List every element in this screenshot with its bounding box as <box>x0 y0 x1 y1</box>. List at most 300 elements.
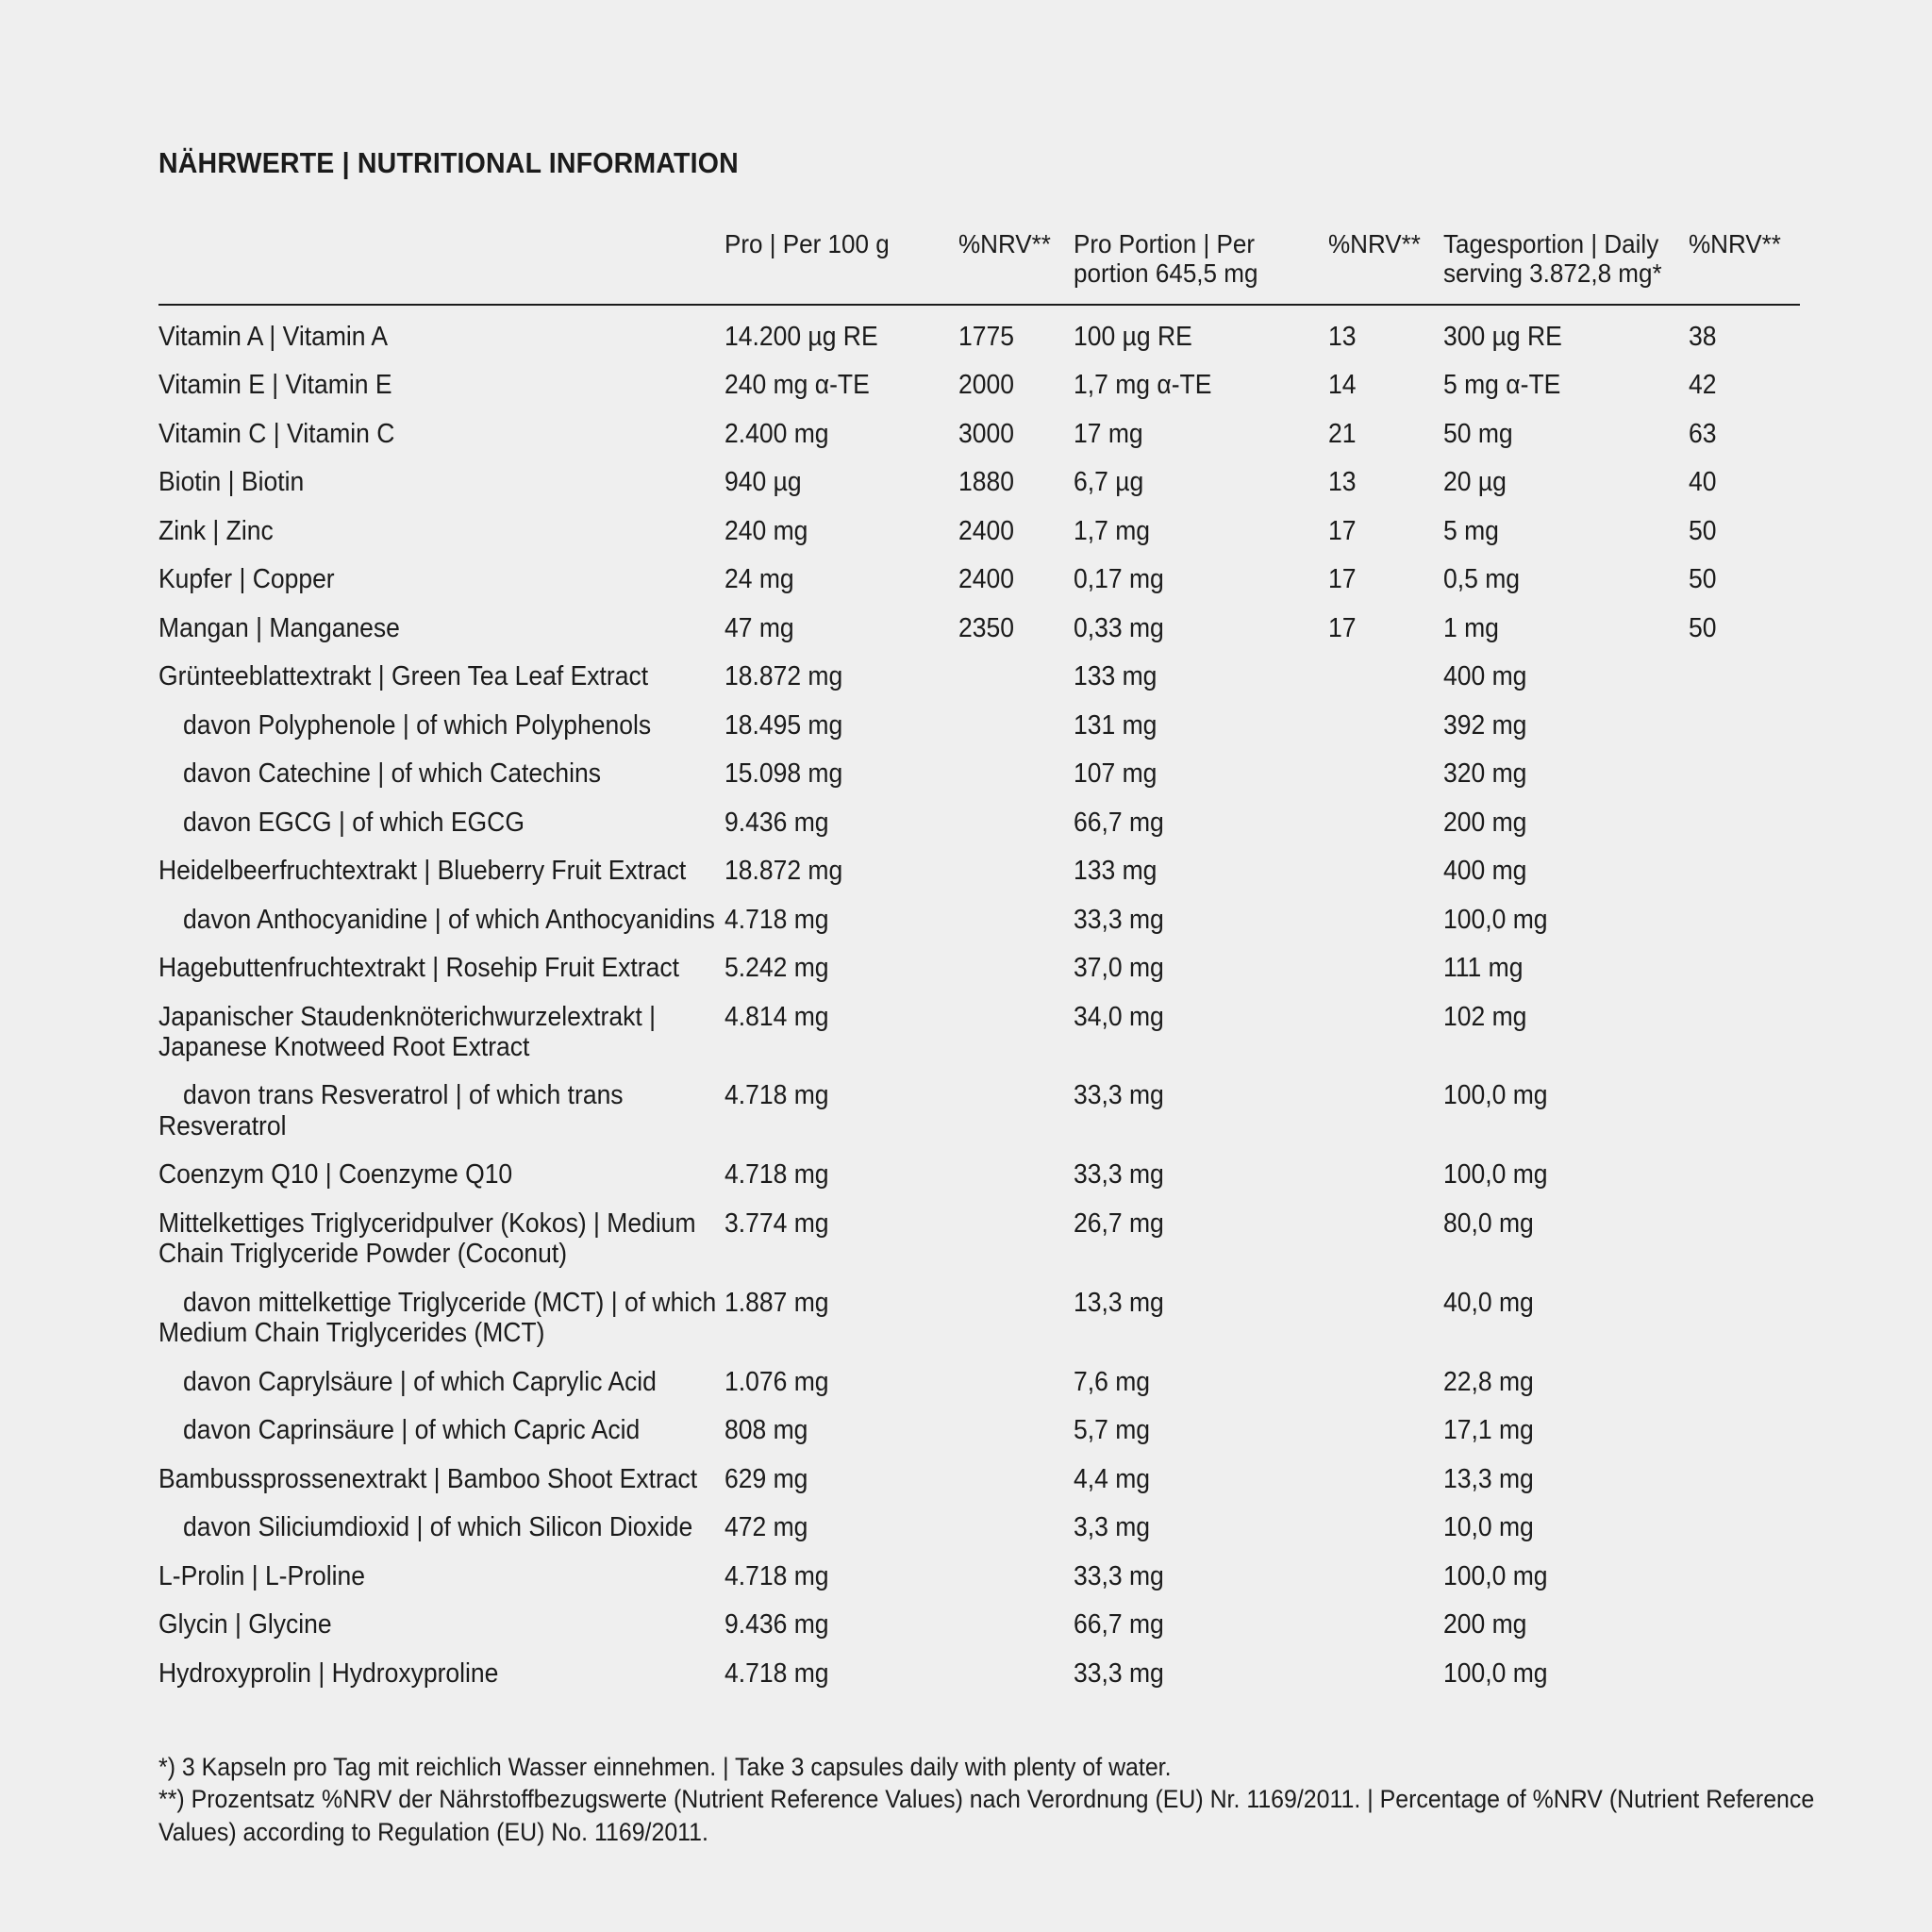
row-daily-serving <box>1443 847 1689 895</box>
row-nrv-daily-serving <box>1689 1072 1800 1151</box>
column-header-per-100g-label: Pro | Per 100 g <box>724 229 890 258</box>
table-body <box>158 305 1800 1698</box>
row-nutrient-name-label: Vitamin A | Vitamin A <box>158 321 389 352</box>
row-nrv-daily-serving <box>1689 895 1800 943</box>
row-nrv-per-100g <box>958 409 1074 458</box>
row-nrv-per-portion <box>1328 701 1443 749</box>
row-per-portion-label: 13,3 mg <box>1074 1287 1164 1318</box>
row-per-100g-label: 4.718 mg <box>724 904 829 935</box>
row-nrv-per-portion <box>1328 458 1443 507</box>
row-nrv-daily-serving <box>1689 1278 1800 1357</box>
table-row <box>158 1357 1800 1406</box>
row-nutrient-name <box>158 701 724 749</box>
row-nutrient-name <box>158 604 724 652</box>
row-nrv-per-portion-label: 14 <box>1328 370 1357 401</box>
row-per-100g-label: 14.200 µg RE <box>724 321 878 352</box>
row-per-100g <box>724 458 958 507</box>
row-nrv-daily-serving-label: 63 <box>1689 418 1717 449</box>
row-per-100g <box>724 992 958 1072</box>
row-daily-serving <box>1443 1455 1689 1503</box>
row-nrv-daily-serving <box>1689 1552 1800 1600</box>
row-per-100g <box>724 1199 958 1278</box>
column-header-per-portion-line1: Pro Portion | Per <box>1074 229 1256 258</box>
row-nrv-per-100g <box>958 1601 1074 1649</box>
row-nrv-daily-serving <box>1689 1455 1800 1503</box>
table-row <box>158 1151 1800 1199</box>
row-per-100g <box>724 409 958 458</box>
row-nutrient-name <box>158 1504 724 1552</box>
table-row <box>158 701 1800 749</box>
row-nrv-daily-serving <box>1689 701 1800 749</box>
row-daily-serving <box>1443 1199 1689 1278</box>
row-per-100g-label: 240 mg <box>724 515 808 546</box>
row-daily-serving <box>1443 1151 1689 1199</box>
row-nrv-daily-serving-label: 50 <box>1689 612 1717 643</box>
row-daily-serving <box>1443 507 1689 555</box>
row-per-100g-label: 4.718 mg <box>724 1657 829 1689</box>
row-nutrient-name-label: Bambussprossenextrakt | Bamboo Shoot Extract <box>158 1463 698 1494</box>
row-per-100g <box>724 798 958 846</box>
row-nrv-per-portion <box>1328 507 1443 555</box>
row-nrv-per-100g <box>958 1199 1074 1278</box>
row-nrv-per-portion <box>1328 798 1443 846</box>
footnotes <box>158 1751 1819 1848</box>
row-per-100g-label: 808 mg <box>724 1415 808 1446</box>
row-daily-serving <box>1443 1601 1689 1649</box>
column-header-nrv-3 <box>1689 229 1792 305</box>
row-per-100g-label: 4.718 mg <box>724 1560 829 1591</box>
table-row <box>158 556 1800 604</box>
row-nrv-daily-serving <box>1689 992 1800 1072</box>
row-nrv-per-portion <box>1328 556 1443 604</box>
row-nrv-per-100g <box>958 305 1074 361</box>
table-header <box>158 229 1800 305</box>
row-nutrient-name <box>158 1649 724 1697</box>
table-row <box>158 1455 1800 1503</box>
row-nrv-per-portion <box>1328 1278 1443 1357</box>
row-per-100g-label: 9.436 mg <box>724 1609 829 1641</box>
row-per-100g-label: 629 mg <box>724 1463 808 1494</box>
table-row <box>158 895 1800 943</box>
row-daily-serving-label: 40,0 mg <box>1443 1287 1534 1318</box>
row-per-portion-label: 107 mg <box>1074 758 1158 790</box>
row-nrv-per-100g <box>958 701 1074 749</box>
row-nrv-per-100g <box>958 507 1074 555</box>
row-nrv-daily-serving <box>1689 847 1800 895</box>
row-nrv-per-portion <box>1328 1504 1443 1552</box>
row-nutrient-name-label: davon Anthocyanidine | of which Anthocyanidins <box>183 904 715 935</box>
row-daily-serving-label: 5 mg <box>1443 515 1499 546</box>
row-nrv-per-100g <box>958 1649 1074 1697</box>
column-header-nrv-3-label: %NRV** <box>1689 229 1781 258</box>
row-nrv-per-portion <box>1328 604 1443 652</box>
row-nutrient-name <box>158 847 724 895</box>
row-nutrient-name-label: Zink | Zinc <box>158 515 274 546</box>
row-daily-serving-label: 100,0 mg <box>1443 1560 1548 1591</box>
row-daily-serving-label: 1 mg <box>1443 612 1499 643</box>
row-nutrient-name <box>158 1199 724 1278</box>
row-nutrient-name <box>158 1552 724 1600</box>
row-nutrient-name-label: Hydroxyprolin | Hydroxyproline <box>158 1657 499 1689</box>
row-per-portion-label: 66,7 mg <box>1074 807 1164 838</box>
row-nrv-daily-serving <box>1689 507 1800 555</box>
row-nutrient-name <box>158 1072 724 1151</box>
row-nutrient-name-label: davon EGCG | of which EGCG <box>183 807 525 838</box>
row-nutrient-name-label: L-Prolin | L-Proline <box>158 1560 366 1591</box>
row-nrv-per-100g <box>958 361 1074 409</box>
row-per-portion-label: 131 mg <box>1074 709 1158 741</box>
row-nrv-per-portion <box>1328 1072 1443 1151</box>
row-per-100g <box>724 1504 958 1552</box>
row-nrv-per-100g <box>958 1455 1074 1503</box>
row-daily-serving-label: 17,1 mg <box>1443 1415 1534 1446</box>
row-per-100g <box>724 1357 958 1406</box>
row-nutrient-name <box>158 1455 724 1503</box>
row-nrv-per-portion <box>1328 361 1443 409</box>
row-nrv-per-100g-label: 3000 <box>958 418 1014 449</box>
row-daily-serving-label: 400 mg <box>1443 661 1527 692</box>
row-per-100g <box>724 1552 958 1600</box>
row-daily-serving-label: 200 mg <box>1443 807 1527 838</box>
row-per-portion-label: 100 µg RE <box>1074 321 1192 352</box>
row-daily-serving <box>1443 798 1689 846</box>
row-nrv-per-100g <box>958 1357 1074 1406</box>
table-header-row <box>158 229 1800 305</box>
row-per-100g <box>724 507 958 555</box>
row-nrv-per-100g-label: 1880 <box>958 467 1014 498</box>
row-daily-serving <box>1443 992 1689 1072</box>
row-per-100g <box>724 895 958 943</box>
row-nutrient-name-label: Coenzym Q10 | Coenzyme Q10 <box>158 1159 513 1191</box>
row-nrv-per-portion-label: 21 <box>1328 418 1357 449</box>
row-per-100g <box>724 653 958 701</box>
row-nrv-per-100g <box>958 992 1074 1072</box>
row-nutrient-name <box>158 653 724 701</box>
row-nutrient-name <box>158 1407 724 1455</box>
row-nutrient-name-label: Grünteeblattextrakt | Green Tea Leaf Extract <box>158 661 649 692</box>
row-per-100g-label: 18.872 mg <box>724 661 843 692</box>
row-nrv-per-100g <box>958 847 1074 895</box>
row-daily-serving <box>1443 458 1689 507</box>
row-daily-serving <box>1443 750 1689 798</box>
nutrition-table <box>158 229 1800 1698</box>
row-per-portion <box>1074 750 1328 798</box>
row-daily-serving <box>1443 409 1689 458</box>
row-per-portion <box>1074 305 1328 361</box>
column-header-per-portion <box>1074 229 1310 305</box>
row-nrv-per-portion-label: 17 <box>1328 515 1357 546</box>
row-per-100g <box>724 1072 958 1151</box>
row-daily-serving-label: 111 mg <box>1443 953 1524 984</box>
row-nrv-per-100g <box>958 1278 1074 1357</box>
row-per-100g-label: 18.872 mg <box>724 856 843 887</box>
row-daily-serving <box>1443 305 1689 361</box>
row-per-portion-label: 33,3 mg <box>1074 1080 1164 1111</box>
row-per-portion-label: 0,17 mg <box>1074 564 1164 595</box>
row-nrv-daily-serving-label: 40 <box>1689 467 1717 498</box>
row-per-portion <box>1074 361 1328 409</box>
table-row <box>158 1601 1800 1649</box>
column-header-nrv-2-label: %NRV** <box>1328 229 1421 258</box>
page-title: NÄHRWERTE | NUTRITIONAL INFORMATION <box>158 146 739 179</box>
row-nrv-daily-serving-label: 42 <box>1689 370 1717 401</box>
row-daily-serving-label: 100,0 mg <box>1443 904 1548 935</box>
row-daily-serving-label: 80,0 mg <box>1443 1208 1534 1239</box>
row-per-portion <box>1074 1357 1328 1406</box>
row-per-portion <box>1074 1649 1328 1697</box>
row-daily-serving <box>1443 1504 1689 1552</box>
row-per-portion <box>1074 798 1328 846</box>
row-daily-serving-label: 22,8 mg <box>1443 1366 1534 1397</box>
row-per-portion <box>1074 1199 1328 1278</box>
table-row <box>158 1504 1800 1552</box>
row-nrv-per-100g <box>958 653 1074 701</box>
row-nrv-daily-serving <box>1689 409 1800 458</box>
row-nutrient-name <box>158 895 724 943</box>
row-per-100g-label: 240 mg α-TE <box>724 370 870 401</box>
row-per-100g-label: 940 µg <box>724 467 802 498</box>
row-per-100g-label: 1.076 mg <box>724 1366 829 1397</box>
row-per-100g <box>724 1151 958 1199</box>
row-per-100g <box>724 750 958 798</box>
row-nutrient-name <box>158 1357 724 1406</box>
row-nrv-per-portion <box>1328 653 1443 701</box>
row-daily-serving-label: 13,3 mg <box>1443 1463 1534 1494</box>
row-nutrient-name <box>158 992 724 1072</box>
table-row <box>158 944 1800 992</box>
row-nrv-per-portion <box>1328 1407 1443 1455</box>
row-nutrient-name-label: davon Siliciumdioxid | of which Silicon Dioxide <box>183 1512 693 1543</box>
row-nutrient-name <box>158 305 724 361</box>
row-nrv-daily-serving <box>1689 1649 1800 1697</box>
row-nutrient-name <box>158 556 724 604</box>
row-per-portion-label: 1,7 mg <box>1074 515 1151 546</box>
row-per-portion-label: 33,3 mg <box>1074 904 1164 935</box>
table-row <box>158 409 1800 458</box>
row-per-100g <box>724 1407 958 1455</box>
row-nrv-per-portion <box>1328 1455 1443 1503</box>
row-per-100g-label: 15.098 mg <box>724 758 843 790</box>
row-daily-serving-label: 100,0 mg <box>1443 1159 1548 1191</box>
row-nutrient-name-label: Vitamin E | Vitamin E <box>158 370 392 401</box>
row-nutrient-name-label: Biotin | Biotin <box>158 467 305 498</box>
row-nrv-per-portion <box>1328 944 1443 992</box>
row-per-portion <box>1074 1151 1328 1199</box>
row-nrv-daily-serving <box>1689 556 1800 604</box>
column-header-daily-serving-line2: serving 3.872,8 mg* <box>1443 258 1662 289</box>
row-per-portion-label: 37,0 mg <box>1074 953 1164 984</box>
row-per-100g-label: 24 mg <box>724 564 794 595</box>
row-nutrient-name-label: Japanischer Staudenknöterichwurzelextrakt | Japanese Knotweed Root Extract <box>158 1001 656 1062</box>
row-per-portion-label: 17 mg <box>1074 418 1143 449</box>
row-per-portion <box>1074 847 1328 895</box>
row-daily-serving <box>1443 1649 1689 1697</box>
row-nrv-per-100g <box>958 895 1074 943</box>
row-nrv-daily-serving <box>1689 750 1800 798</box>
row-per-portion-label: 7,6 mg <box>1074 1366 1151 1397</box>
table-row <box>158 992 1800 1072</box>
row-per-100g <box>724 701 958 749</box>
row-nrv-per-100g-label: 2400 <box>958 564 1014 595</box>
row-nutrient-name-label: davon Catechine | of which Catechins <box>183 758 602 790</box>
row-per-portion <box>1074 1552 1328 1600</box>
row-daily-serving-label: 100,0 mg <box>1443 1657 1548 1689</box>
row-nutrient-name-label: Mangan | Manganese <box>158 612 400 643</box>
row-nutrient-name <box>158 944 724 992</box>
table-row <box>158 1649 1800 1697</box>
row-daily-serving-label: 300 µg RE <box>1443 321 1562 352</box>
row-per-portion-label: 26,7 mg <box>1074 1208 1164 1239</box>
row-per-portion-label: 34,0 mg <box>1074 1001 1164 1032</box>
row-per-portion <box>1074 944 1328 992</box>
row-nrv-per-100g <box>958 798 1074 846</box>
row-daily-serving <box>1443 361 1689 409</box>
row-per-100g-label: 47 mg <box>724 612 794 643</box>
row-daily-serving <box>1443 556 1689 604</box>
row-per-portion-label: 1,7 mg α-TE <box>1074 370 1212 401</box>
row-nrv-per-portion <box>1328 1199 1443 1278</box>
row-nrv-per-100g-label: 2400 <box>958 515 1014 546</box>
row-per-100g <box>724 305 958 361</box>
row-nutrient-name <box>158 458 724 507</box>
row-per-100g <box>724 1278 958 1357</box>
row-nutrient-name-label: Glycin | Glycine <box>158 1609 332 1641</box>
row-per-100g <box>724 847 958 895</box>
row-nrv-per-100g-label: 2000 <box>958 370 1014 401</box>
row-nrv-per-portion <box>1328 895 1443 943</box>
row-nrv-per-100g <box>958 458 1074 507</box>
row-daily-serving-label: 320 mg <box>1443 758 1527 790</box>
row-nutrient-name-label: davon Polyphenole | of which Polyphenols <box>183 709 652 741</box>
table-row <box>158 653 1800 701</box>
row-nrv-daily-serving <box>1689 1504 1800 1552</box>
row-nrv-per-portion-label: 17 <box>1328 612 1357 643</box>
row-nrv-per-portion <box>1328 1357 1443 1406</box>
row-nrv-daily-serving <box>1689 1601 1800 1649</box>
row-nutrient-name <box>158 361 724 409</box>
row-daily-serving <box>1443 944 1689 992</box>
row-per-portion-label: 33,3 mg <box>1074 1159 1164 1191</box>
row-nrv-per-portion <box>1328 1151 1443 1199</box>
row-nrv-per-100g <box>958 1072 1074 1151</box>
row-nrv-per-100g <box>958 1407 1074 1455</box>
row-nrv-daily-serving-label: 38 <box>1689 321 1717 352</box>
row-daily-serving-label: 5 mg α-TE <box>1443 370 1561 401</box>
table-row <box>158 604 1800 652</box>
row-nutrient-name-label: Heidelbeerfruchtextrakt | Blueberry Fruit Extract <box>158 856 687 887</box>
row-nrv-daily-serving-label: 50 <box>1689 515 1717 546</box>
row-per-100g-label: 4.814 mg <box>724 1001 829 1032</box>
column-header-daily-serving-line1: Tagesportion | Daily <box>1443 229 1659 258</box>
row-per-portion <box>1074 1504 1328 1552</box>
row-nrv-daily-serving <box>1689 604 1800 652</box>
row-per-portion-label: 4,4 mg <box>1074 1463 1151 1494</box>
row-per-portion-label: 0,33 mg <box>1074 612 1164 643</box>
row-nrv-per-100g <box>958 1552 1074 1600</box>
table-row <box>158 1199 1800 1278</box>
row-per-portion <box>1074 1601 1328 1649</box>
row-nrv-per-100g <box>958 556 1074 604</box>
row-nrv-per-100g <box>958 944 1074 992</box>
table-row <box>158 1552 1800 1600</box>
row-nutrient-name <box>158 1278 724 1357</box>
row-daily-serving <box>1443 895 1689 943</box>
row-nrv-daily-serving <box>1689 798 1800 846</box>
row-nrv-daily-serving <box>1689 305 1800 361</box>
row-per-portion-label: 133 mg <box>1074 856 1158 887</box>
column-header-nrv-1-label: %NRV** <box>958 229 1051 258</box>
row-per-100g <box>724 604 958 652</box>
column-header-per-100g <box>724 229 942 305</box>
row-per-portion <box>1074 895 1328 943</box>
row-daily-serving <box>1443 1278 1689 1357</box>
row-nutrient-name-label: davon mittelkettige Triglyceride (MCT) | of which Medium Chain Triglycerides (MCT) <box>158 1287 717 1349</box>
row-per-portion <box>1074 458 1328 507</box>
row-nrv-daily-serving <box>1689 1357 1800 1406</box>
row-nrv-per-portion <box>1328 1552 1443 1600</box>
row-daily-serving <box>1443 701 1689 749</box>
row-nutrient-name <box>158 409 724 458</box>
row-per-portion <box>1074 604 1328 652</box>
row-nutrient-name-label: Kupfer | Copper <box>158 564 335 595</box>
row-daily-serving-label: 0,5 mg <box>1443 564 1521 595</box>
row-per-100g-label: 4.718 mg <box>724 1159 829 1191</box>
column-header-nutrient <box>158 229 685 305</box>
row-daily-serving-label: 10,0 mg <box>1443 1512 1534 1543</box>
row-nrv-per-100g <box>958 750 1074 798</box>
row-per-portion-label: 66,7 mg <box>1074 1609 1164 1641</box>
row-nrv-per-portion <box>1328 1601 1443 1649</box>
row-nrv-per-portion <box>1328 847 1443 895</box>
row-nutrient-name-label: davon Caprinsäure | of which Capric Acid <box>183 1415 641 1446</box>
table-row <box>158 847 1800 895</box>
row-nrv-per-portion <box>1328 1649 1443 1697</box>
table-row <box>158 1278 1800 1357</box>
row-daily-serving-label: 20 µg <box>1443 467 1507 498</box>
row-per-100g <box>724 1649 958 1697</box>
row-per-portion <box>1074 653 1328 701</box>
column-header-nrv-2 <box>1328 229 1435 305</box>
row-nutrient-name <box>158 750 724 798</box>
row-per-portion <box>1074 701 1328 749</box>
row-nrv-per-portion-label: 13 <box>1328 321 1357 352</box>
row-nrv-per-100g <box>958 1504 1074 1552</box>
row-per-100g <box>724 1601 958 1649</box>
row-nrv-per-portion <box>1328 409 1443 458</box>
row-nutrient-name-label: davon trans Resveratrol | of which trans Resveratrol <box>158 1080 624 1141</box>
table-row <box>158 1407 1800 1455</box>
row-per-100g-label: 18.495 mg <box>724 709 843 741</box>
row-daily-serving-label: 102 mg <box>1443 1001 1527 1032</box>
row-nrv-per-portion <box>1328 750 1443 798</box>
row-per-portion <box>1074 1278 1328 1357</box>
row-nutrient-name-label: Vitamin C | Vitamin C <box>158 418 395 449</box>
row-per-portion-label: 133 mg <box>1074 661 1158 692</box>
row-daily-serving <box>1443 1552 1689 1600</box>
row-per-portion <box>1074 409 1328 458</box>
row-nutrient-name <box>158 507 724 555</box>
row-per-portion <box>1074 1072 1328 1151</box>
row-per-portion <box>1074 507 1328 555</box>
row-nutrient-name <box>158 1601 724 1649</box>
column-header-nrv-1 <box>958 229 1065 305</box>
row-nutrient-name-label: davon Caprylsäure | of which Caprylic Acid <box>183 1366 657 1397</box>
row-per-100g <box>724 361 958 409</box>
row-daily-serving-label: 100,0 mg <box>1443 1080 1548 1111</box>
row-per-portion-label: 6,7 µg <box>1074 467 1144 498</box>
table-row <box>158 305 1800 361</box>
table-row <box>158 1072 1800 1151</box>
